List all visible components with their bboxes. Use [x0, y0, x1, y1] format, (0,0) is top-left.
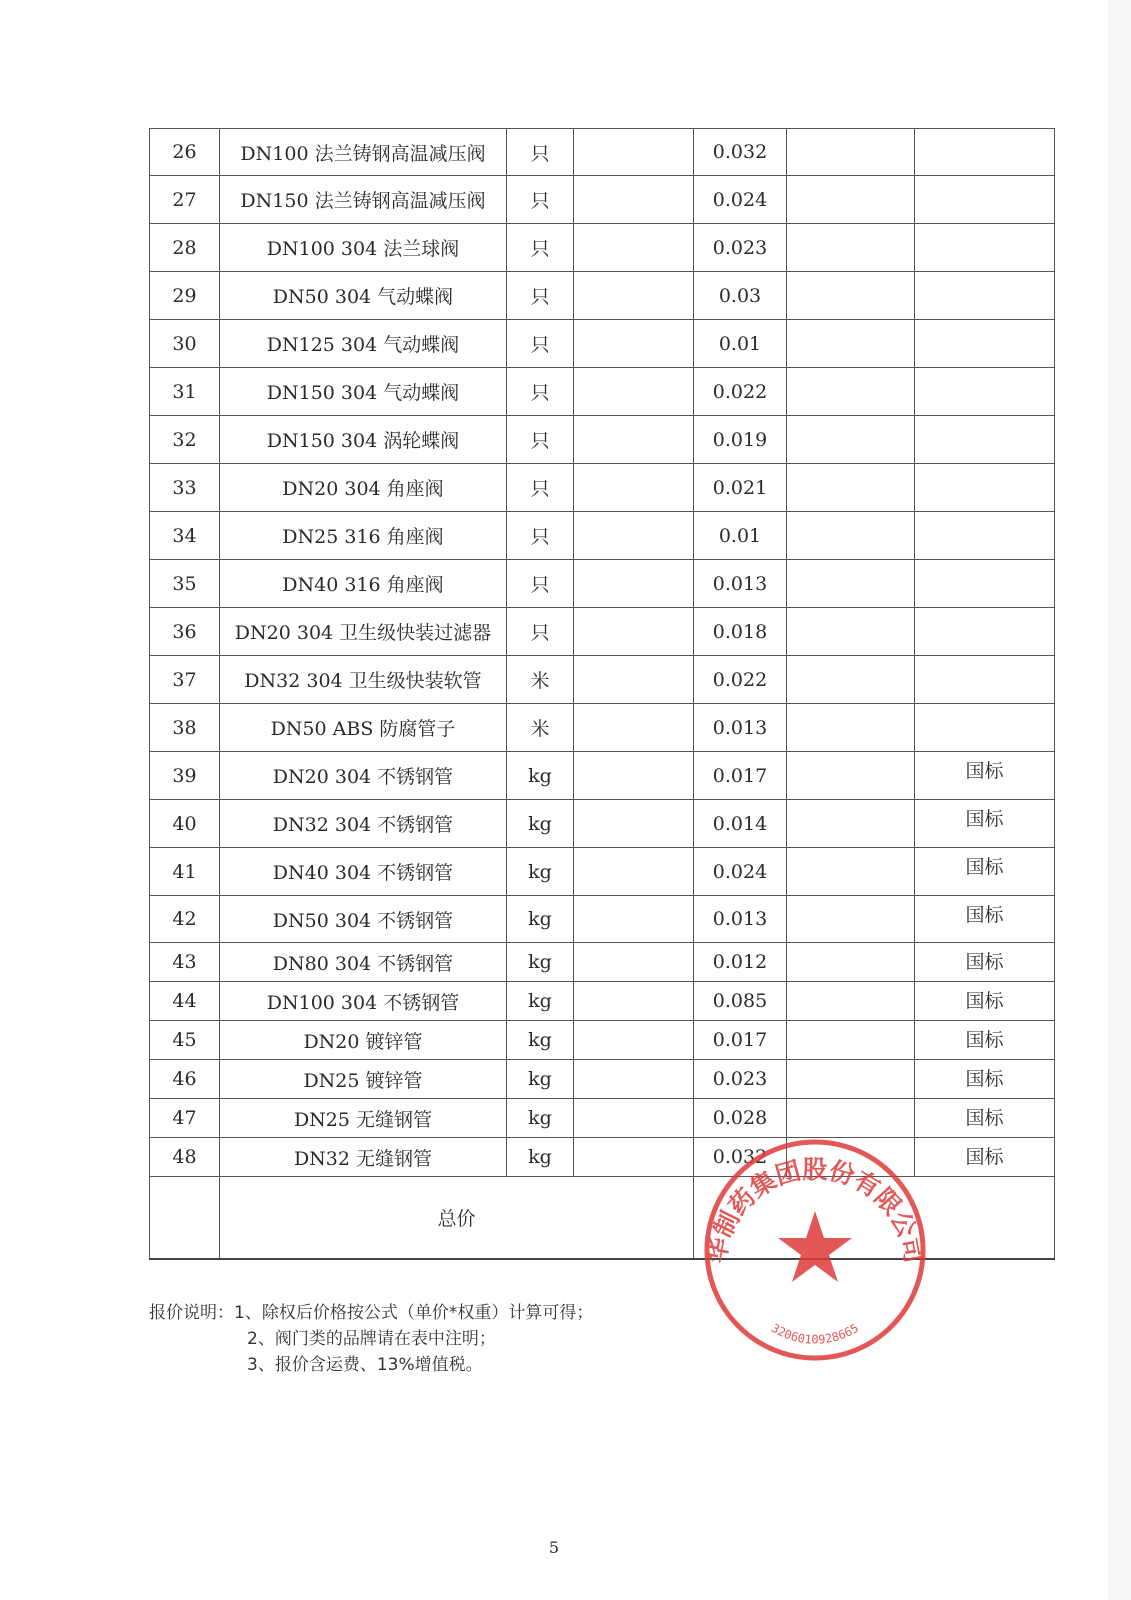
note-line-3: 3、报价含运费、13%增值税。 [247, 1355, 483, 1375]
item-weight: 0.012 [694, 943, 787, 982]
row-number: 29 [150, 272, 220, 320]
item-name: DN32 无缝钢管 [220, 1138, 507, 1177]
table-body [150, 129, 1055, 1259]
table-row [150, 896, 1055, 943]
item-weight: 0.017 [694, 752, 787, 800]
row-number: 36 [150, 608, 220, 656]
table-row [150, 1099, 1055, 1138]
table-row [150, 176, 1055, 224]
table-row [150, 1021, 1055, 1060]
item-name: DN150 法兰铸钢高温减压阀 [220, 176, 507, 224]
row-number: 32 [150, 416, 220, 464]
row-number: 47 [150, 1099, 220, 1138]
item-unit: 只 [507, 272, 574, 320]
item-weight: 0.021 [694, 464, 787, 512]
table-row [150, 464, 1055, 512]
unit-price-cell [574, 1021, 694, 1060]
unit-price-cell [574, 176, 694, 224]
item-standard [915, 656, 1055, 704]
brand-cell [787, 176, 915, 224]
item-weight: 0.014 [694, 800, 787, 848]
item-weight: 0.023 [694, 1060, 787, 1099]
row-number: 48 [150, 1138, 220, 1177]
row-number: 33 [150, 464, 220, 512]
item-name: DN50 304 气动蝶阀 [220, 272, 507, 320]
seal-code: 3206010928665 [768, 1320, 862, 1347]
item-standard: 国标 [915, 1021, 1055, 1060]
unit-price-cell [574, 416, 694, 464]
item-standard [915, 416, 1055, 464]
item-unit: 只 [507, 320, 574, 368]
item-standard: 国标 [915, 982, 1055, 1021]
row-number: 34 [150, 512, 220, 560]
quote-notes [149, 1300, 593, 1378]
item-name: DN50 ABS 防腐管子 [220, 704, 507, 752]
row-number: 43 [150, 943, 220, 982]
item-standard [915, 320, 1055, 368]
brand-cell [787, 982, 915, 1021]
item-name: DN25 镀锌管 [220, 1060, 507, 1099]
item-unit: 只 [507, 464, 574, 512]
item-standard: 国标 [915, 848, 1055, 896]
item-standard: 国标 [915, 800, 1055, 848]
item-unit: 米 [507, 656, 574, 704]
row-number: 42 [150, 896, 220, 943]
unit-price-cell [574, 320, 694, 368]
row-number: 44 [150, 982, 220, 1021]
item-name: DN40 304 不锈钢管 [220, 848, 507, 896]
item-unit: kg [507, 943, 574, 982]
unit-price-cell [574, 464, 694, 512]
table-row [150, 656, 1055, 704]
item-standard [915, 608, 1055, 656]
page-number: 5 [548, 1538, 560, 1557]
item-unit: 只 [507, 512, 574, 560]
unit-price-cell [574, 224, 694, 272]
row-number: 26 [150, 129, 220, 176]
unit-price-cell [574, 704, 694, 752]
row-number: 37 [150, 656, 220, 704]
item-standard [915, 176, 1055, 224]
table-row [150, 608, 1055, 656]
row-number: 35 [150, 560, 220, 608]
item-weight: 0.028 [694, 1099, 787, 1138]
unit-price-cell [574, 752, 694, 800]
item-standard: 国标 [915, 752, 1055, 800]
unit-price-cell [574, 1099, 694, 1138]
item-weight: 0.022 [694, 368, 787, 416]
table-row [150, 129, 1055, 176]
brand-cell [787, 1099, 915, 1138]
item-name: DN125 304 气动蝶阀 [220, 320, 507, 368]
item-standard: 国标 [915, 943, 1055, 982]
item-unit: kg [507, 896, 574, 943]
table-row [150, 416, 1055, 464]
item-standard: 国标 [915, 1060, 1055, 1099]
item-unit: 只 [507, 176, 574, 224]
table-row [150, 512, 1055, 560]
row-number: 30 [150, 320, 220, 368]
item-weight: 0.03 [694, 272, 787, 320]
item-name: DN40 316 角座阀 [220, 560, 507, 608]
item-weight: 0.013 [694, 560, 787, 608]
brand-cell [787, 800, 915, 848]
brand-cell [787, 224, 915, 272]
brand-cell [787, 416, 915, 464]
item-standard: 国标 [915, 1099, 1055, 1138]
total-label: 总价 [220, 1177, 694, 1259]
unit-price-cell [574, 982, 694, 1021]
row-number: 41 [150, 848, 220, 896]
item-weight: 0.013 [694, 704, 787, 752]
brand-cell [787, 943, 915, 982]
item-standard [915, 224, 1055, 272]
table-row [150, 752, 1055, 800]
item-weight: 0.085 [694, 982, 787, 1021]
item-unit: kg [507, 848, 574, 896]
unit-price-cell [574, 1060, 694, 1099]
brand-cell [787, 656, 915, 704]
table-row [150, 560, 1055, 608]
brand-cell [787, 368, 915, 416]
brand-cell [787, 896, 915, 943]
unit-price-cell [574, 896, 694, 943]
item-name: DN80 304 不锈钢管 [220, 943, 507, 982]
item-name: DN20 304 卫生级快装过滤器 [220, 608, 507, 656]
row-number: 39 [150, 752, 220, 800]
item-name: DN100 304 不锈钢管 [220, 982, 507, 1021]
table-row [150, 1060, 1055, 1099]
unit-price-cell [574, 560, 694, 608]
table-row [150, 982, 1055, 1021]
brand-cell [787, 1060, 915, 1099]
item-standard [915, 272, 1055, 320]
brand-cell [787, 848, 915, 896]
table-row [150, 943, 1055, 982]
item-name: DN25 无缝钢管 [220, 1099, 507, 1138]
table-row [150, 800, 1055, 848]
item-weight: 0.018 [694, 608, 787, 656]
seal-star [778, 1211, 852, 1282]
unit-price-cell [574, 848, 694, 896]
table-row [150, 320, 1055, 368]
item-name: DN20 镀锌管 [220, 1021, 507, 1060]
item-weight: 0.022 [694, 656, 787, 704]
item-name: DN20 304 不锈钢管 [220, 752, 507, 800]
item-name: DN20 304 角座阀 [220, 464, 507, 512]
item-unit: kg [507, 1138, 574, 1177]
item-unit: kg [507, 982, 574, 1021]
item-unit: 米 [507, 704, 574, 752]
brand-cell [787, 1021, 915, 1060]
item-weight: 0.024 [694, 176, 787, 224]
row-number: 45 [150, 1021, 220, 1060]
table-row [150, 704, 1055, 752]
item-weight: 0.017 [694, 1021, 787, 1060]
unit-price-cell [574, 272, 694, 320]
brand-cell [787, 512, 915, 560]
seal-company-text: 华制药集团股份有限公司 [701, 1154, 929, 1266]
item-name: DN32 304 卫生级快装软管 [220, 656, 507, 704]
item-unit: 只 [507, 560, 574, 608]
row-number: 46 [150, 1060, 220, 1099]
item-name: DN100 法兰铸钢高温减压阀 [220, 129, 507, 176]
note-line-2: 2、阀门类的品牌请在表中注明； [247, 1329, 496, 1349]
note-line-1: 报价说明：1、除权后价格按公式（单价*权重）计算可得； [149, 1303, 594, 1323]
unit-price-cell [574, 800, 694, 848]
table-row [150, 848, 1055, 896]
item-unit: 只 [507, 368, 574, 416]
unit-price-cell [574, 1138, 694, 1177]
brand-cell [787, 704, 915, 752]
unit-price-cell [574, 656, 694, 704]
unit-price-cell [574, 368, 694, 416]
item-unit: kg [507, 1099, 574, 1138]
item-unit: 只 [507, 608, 574, 656]
table-row [150, 224, 1055, 272]
brand-cell [787, 129, 915, 176]
table-row [150, 368, 1055, 416]
item-weight: 0.01 [694, 512, 787, 560]
item-name: DN150 304 涡轮蝶阀 [220, 416, 507, 464]
item-name: DN50 304 不锈钢管 [220, 896, 507, 943]
item-standard [915, 560, 1055, 608]
item-unit: kg [507, 1021, 574, 1060]
item-weight: 0.032 [694, 1138, 787, 1177]
item-unit: 只 [507, 129, 574, 176]
brand-cell [787, 752, 915, 800]
unit-price-cell [574, 512, 694, 560]
brand-cell [787, 320, 915, 368]
item-weight: 0.019 [694, 416, 787, 464]
row-number: 40 [150, 800, 220, 848]
unit-price-cell [574, 943, 694, 982]
item-name: DN32 304 不锈钢管 [220, 800, 507, 848]
item-weight: 0.013 [694, 896, 787, 943]
row-number: 28 [150, 224, 220, 272]
item-standard [915, 129, 1055, 176]
scan-edge [1108, 0, 1131, 1600]
item-name: DN100 304 法兰球阀 [220, 224, 507, 272]
item-unit: 只 [507, 416, 574, 464]
table-row [150, 272, 1055, 320]
brand-cell [787, 272, 915, 320]
row-number: 31 [150, 368, 220, 416]
unit-price-cell [574, 608, 694, 656]
item-standard: 国标 [915, 896, 1055, 943]
item-weight: 0.032 [694, 129, 787, 176]
item-standard: 国标 [915, 1138, 1055, 1177]
item-weight: 0.01 [694, 320, 787, 368]
total-blank-cell [150, 1177, 220, 1259]
brand-cell [787, 608, 915, 656]
item-standard [915, 512, 1055, 560]
row-number: 38 [150, 704, 220, 752]
item-standard [915, 368, 1055, 416]
item-standard [915, 704, 1055, 752]
brand-cell [787, 464, 915, 512]
item-unit: kg [507, 800, 574, 848]
quote-table [149, 128, 1055, 1260]
item-weight: 0.024 [694, 848, 787, 896]
item-unit: 只 [507, 224, 574, 272]
item-standard [915, 464, 1055, 512]
item-name: DN150 304 气动蝶阀 [220, 368, 507, 416]
row-number: 27 [150, 176, 220, 224]
brand-cell [787, 560, 915, 608]
item-unit: kg [507, 752, 574, 800]
item-weight: 0.023 [694, 224, 787, 272]
item-unit: kg [507, 1060, 574, 1099]
company-seal [700, 1135, 930, 1365]
unit-price-cell [574, 129, 694, 176]
item-name: DN25 316 角座阀 [220, 512, 507, 560]
